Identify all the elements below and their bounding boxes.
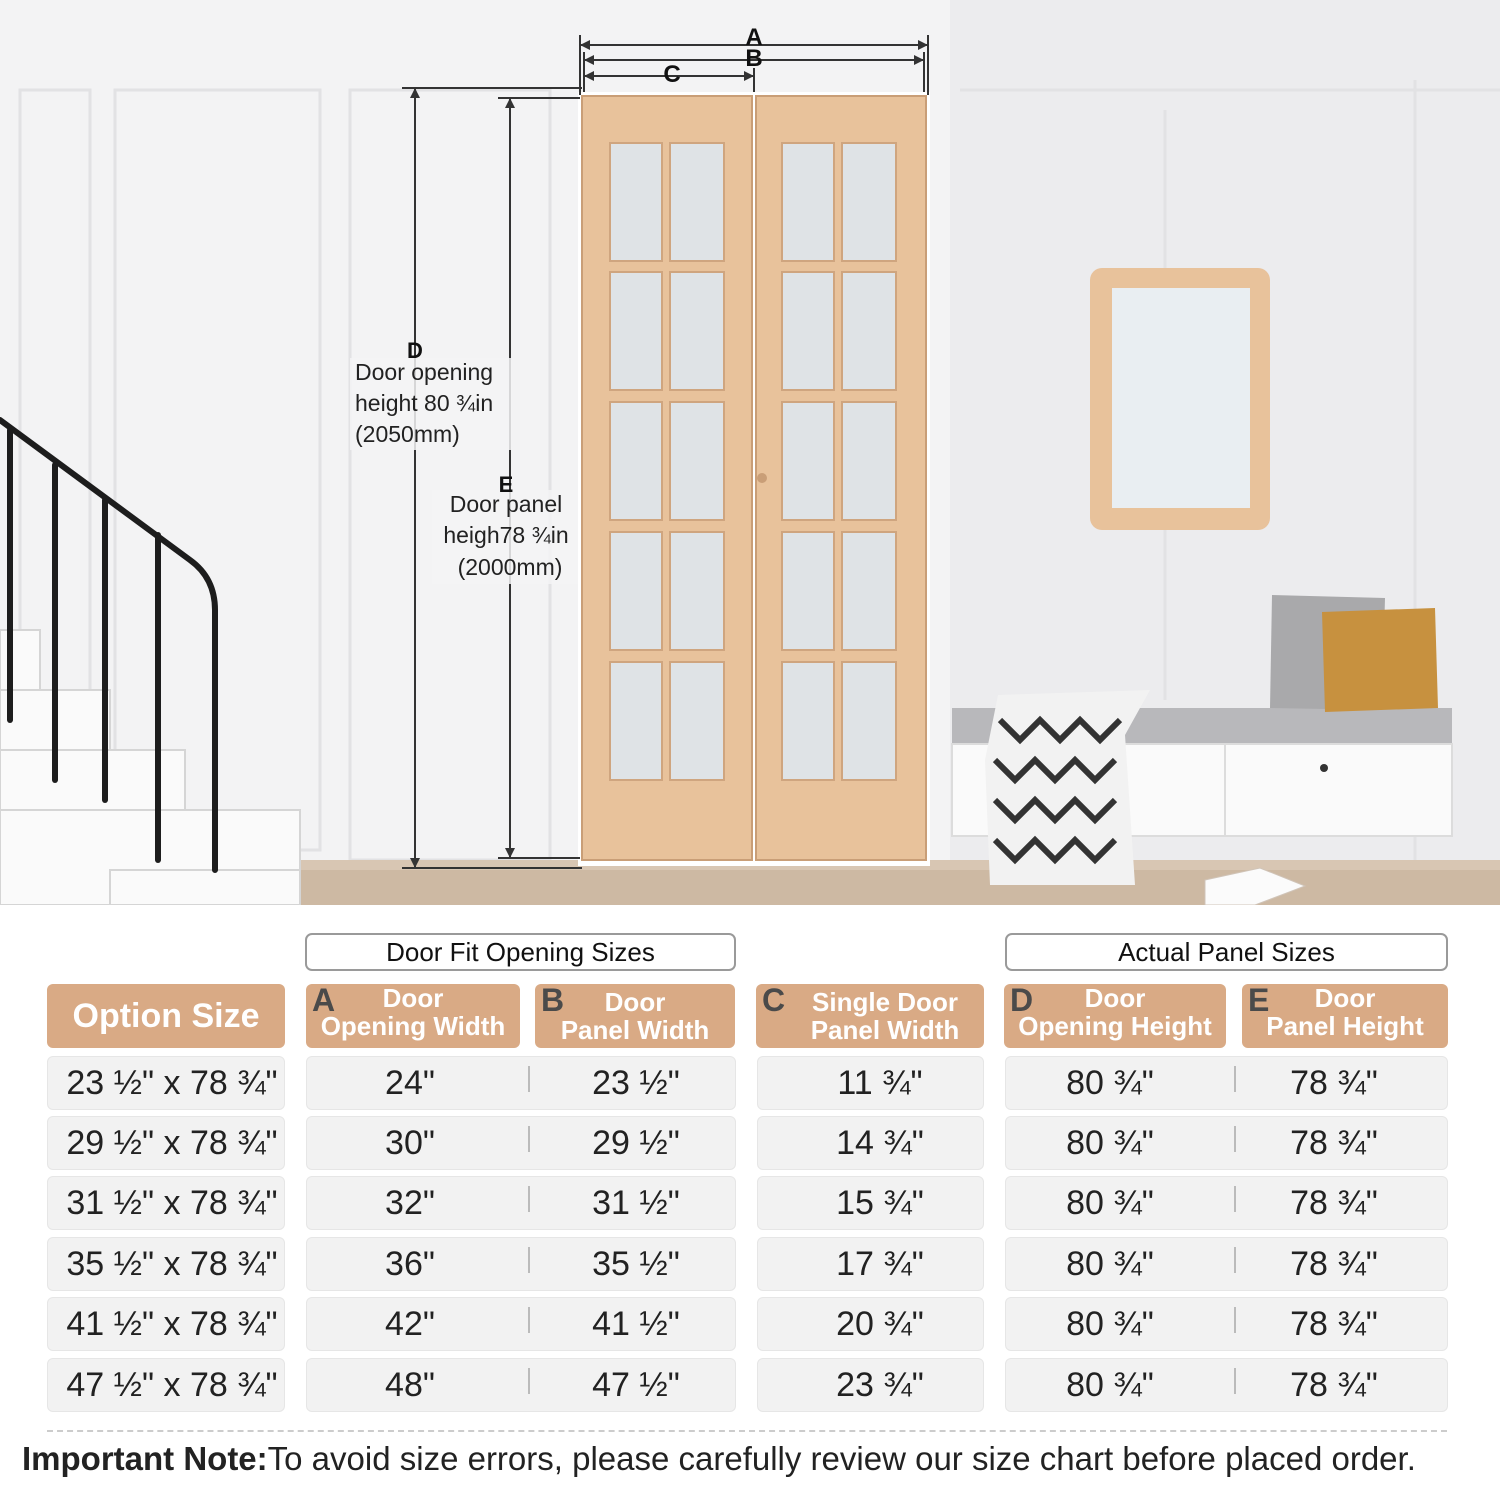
label-d: D xyxy=(407,338,423,363)
cell-b: 41 ½" xyxy=(592,1305,680,1343)
cell-a: 42" xyxy=(385,1305,435,1343)
cell-a: 48" xyxy=(385,1366,435,1404)
e-text-line1: Door panel xyxy=(449,491,563,517)
cell-b: 47 ½" xyxy=(592,1366,680,1404)
d-text-line2: height 80 ¾in xyxy=(355,390,494,416)
cell-e: 78 ¾" xyxy=(1290,1245,1378,1283)
cell-c: 23 ¾" xyxy=(836,1366,924,1404)
group-header-actual: Actual Panel Sizes xyxy=(1005,933,1448,971)
cell-c: 11 ¾" xyxy=(837,1064,923,1102)
column-letter: D xyxy=(1010,982,1034,1018)
cell-c: 14 ¾" xyxy=(836,1124,924,1162)
cell-e: 78 ¾" xyxy=(1290,1184,1378,1222)
cell-a: 36" xyxy=(385,1245,435,1283)
important-note-text: To avoid size errors, please carefully review our size chart before placed order. xyxy=(267,1440,1416,1477)
column-header-c xyxy=(756,984,984,1048)
cell-b: 35 ½" xyxy=(592,1245,680,1283)
label-b: B xyxy=(745,45,763,72)
e-text-line2: heigh78 ¾in xyxy=(443,522,569,548)
label-c: C xyxy=(663,61,681,88)
cell-option: 47 ½" x 78 ¾" xyxy=(66,1366,278,1404)
cell-e: 78 ¾" xyxy=(1290,1305,1378,1343)
cell-c: 15 ¾" xyxy=(836,1184,924,1222)
column-title-line1: Door xyxy=(1314,983,1376,1013)
label-e: E xyxy=(498,472,514,497)
cell-a: 24" xyxy=(385,1064,435,1102)
column-header-d xyxy=(1004,984,1226,1048)
cell-option: 23 ½" x 78 ¾" xyxy=(66,1064,278,1102)
cell-e: 78 ¾" xyxy=(1290,1064,1378,1102)
e-text-line3: (2000mm) xyxy=(457,554,563,580)
cell-option: 41 ½" x 78 ¾" xyxy=(66,1305,278,1343)
cell-a: 30" xyxy=(385,1124,435,1162)
cell-b: 23 ½" xyxy=(592,1064,680,1102)
label-a: A xyxy=(745,24,763,51)
column-title-line2: Panel Height xyxy=(1266,1011,1424,1041)
column-title-line2: Panel Width xyxy=(810,1015,960,1045)
column-title-line2: Opening Height xyxy=(1018,1011,1212,1041)
cell-e: 78 ¾" xyxy=(1290,1124,1378,1162)
cell-c: 20 ¾" xyxy=(836,1305,924,1343)
column-title-line1: Single Door xyxy=(812,987,958,1017)
d-text-line3: (2050mm) xyxy=(355,421,460,447)
cell-a: 32" xyxy=(385,1184,435,1222)
option-size-header: Option Size xyxy=(47,984,285,1048)
column-letter: C xyxy=(762,982,786,1018)
important-note-label: Important Note: xyxy=(22,1440,268,1477)
column-header-e xyxy=(1242,984,1448,1048)
cell-e: 78 ¾" xyxy=(1290,1366,1378,1404)
cell-d: 80 ¾" xyxy=(1066,1124,1154,1162)
column-letter: A xyxy=(312,982,336,1018)
column-letter: B xyxy=(541,982,565,1018)
column-header-a xyxy=(306,984,520,1048)
cell-c: 17 ¾" xyxy=(836,1245,924,1283)
column-header-b xyxy=(535,984,735,1048)
column-letter: E xyxy=(1248,982,1270,1018)
cell-option: 31 ½" x 78 ¾" xyxy=(66,1184,278,1222)
cell-option: 35 ½" x 78 ¾" xyxy=(66,1245,278,1283)
group-header-fit: Door Fit Opening Sizes xyxy=(305,933,736,971)
cell-d: 80 ¾" xyxy=(1066,1366,1154,1404)
column-title-line1: Door xyxy=(604,987,666,1017)
divider xyxy=(47,1430,1447,1432)
column-title-line1: Door xyxy=(1084,983,1146,1013)
cell-d: 80 ¾" xyxy=(1066,1064,1154,1102)
cell-d: 80 ¾" xyxy=(1066,1305,1154,1343)
d-text-line1: Door opening xyxy=(355,359,494,385)
column-title-line1: Door xyxy=(382,983,444,1013)
cell-d: 80 ¾" xyxy=(1066,1184,1154,1222)
cell-b: 31 ½" xyxy=(592,1184,680,1222)
cell-b: 29 ½" xyxy=(592,1124,680,1162)
column-title-line2: Opening Width xyxy=(320,1011,506,1041)
cell-option: 29 ½" x 78 ¾" xyxy=(66,1124,278,1162)
important-note xyxy=(22,1440,1416,1478)
cell-d: 80 ¾" xyxy=(1066,1245,1154,1283)
column-title-line2: Panel Width xyxy=(560,1015,710,1045)
